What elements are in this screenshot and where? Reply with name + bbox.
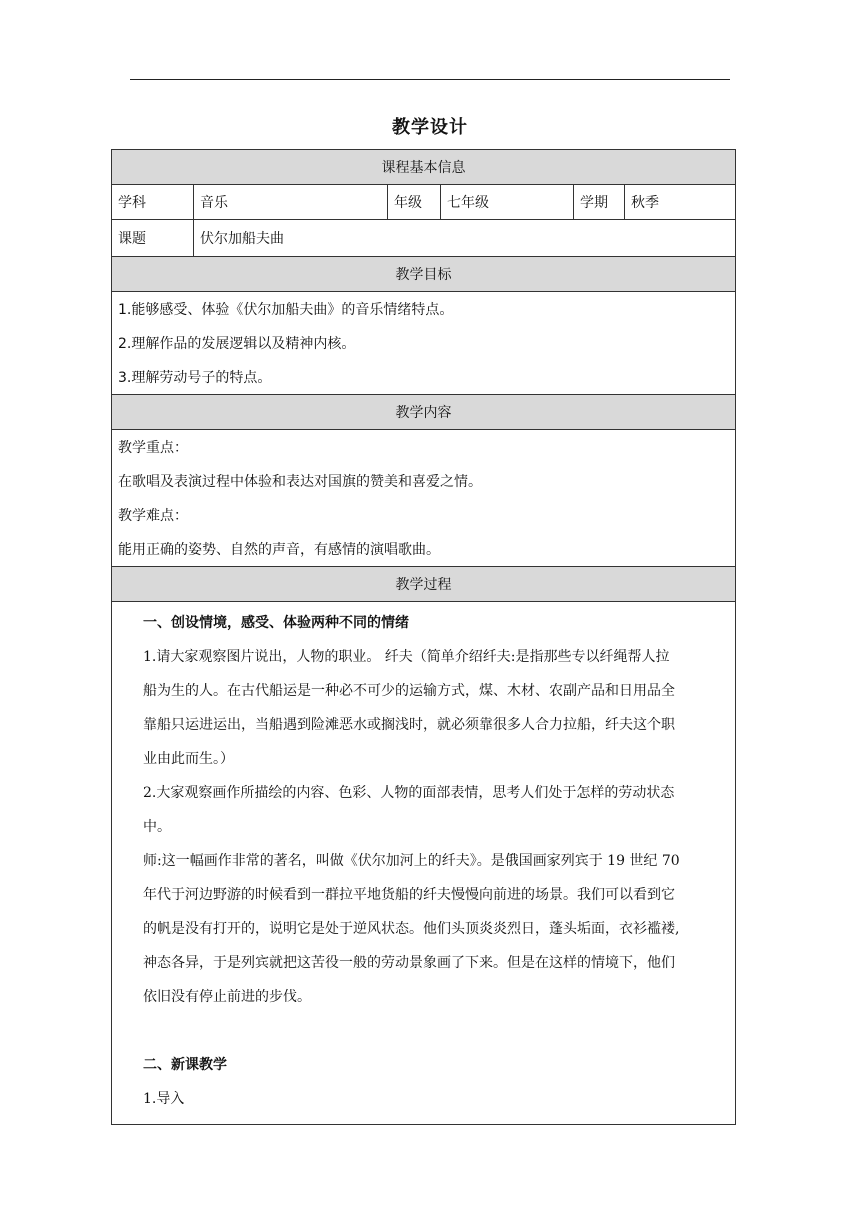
paragraph-line: 师:这一幅画作非常的著名，叫做《伏尔加河上的纤夫》。是俄国画家列宾于 19 世纪 70 <box>143 853 680 869</box>
term-label: 学期 <box>574 185 625 219</box>
term-value: 秋季 <box>631 195 659 211</box>
grade-label: 年级 <box>388 185 441 219</box>
objective-item: 3.理解劳动号子的特点。 <box>118 370 272 386</box>
paragraph-line: 中。 <box>143 819 171 835</box>
paragraph-line: 2.大家观察画作所描绘的内容、色彩、人物的面部表情，思考人们处于怎样的劳动状态 <box>143 785 675 801</box>
topic-label: 课题 <box>112 220 194 256</box>
info-row-subject <box>112 185 735 220</box>
section-heading: 一、创设情境，感受、体验两种不同的情绪 <box>143 615 409 631</box>
subject-value: 音乐 <box>194 185 388 219</box>
document-title: 教学设计 <box>392 117 468 138</box>
objective-item: 2.理解作品的发展逻辑以及精神内核。 <box>118 336 356 352</box>
spacer <box>143 1014 727 1048</box>
topic-value: 伏尔加船夫曲 <box>200 231 284 247</box>
objectives-list <box>112 292 735 395</box>
paragraph-line: 年代于河边野游的时候看到一群拉平地货船的纤夫慢慢向前进的场景。我们可以看到它 <box>143 887 675 903</box>
info-row-topic <box>112 220 735 257</box>
grade-value: 七年级 <box>441 185 574 219</box>
process-body <box>112 602 735 1124</box>
difficult-point-label: 教学难点： <box>118 508 188 524</box>
paragraph-line: 神态各异，于是列宾就把这苦役一般的劳动景象画了下来。但是在这样的情境下，他们 <box>143 955 675 971</box>
sub-item: 1.导入 <box>143 1091 185 1107</box>
paragraph-line: 依旧没有停止前进的步伐。 <box>143 989 311 1005</box>
key-point-text: 在歌唱及表演过程中体验和表达对国旗的赞美和喜爱之情。 <box>118 474 482 490</box>
objectives-header: 教学目标 <box>112 257 735 292</box>
objective-item: 1.能够感受、体验《伏尔加船夫曲》的音乐情绪特点。 <box>118 302 454 318</box>
section-heading: 二、新课教学 <box>143 1057 227 1073</box>
basic-info-header: 课程基本信息 <box>112 150 735 185</box>
subject-label: 学科 <box>112 185 194 219</box>
lesson-plan-table <box>111 149 736 1125</box>
difficult-point-text: 能用正确的姿势、自然的声音，有感情的演唱歌曲。 <box>118 542 440 558</box>
content-header: 教学内容 <box>112 395 735 430</box>
process-header: 教学过程 <box>112 567 735 602</box>
paragraph-line: 的帆是没有打开的，说明它是处于逆风状态。他们头顶炎炎烈日，蓬头垢面，衣衫褴褛, <box>143 921 680 937</box>
paragraph-line: 靠船只运进运出，当船遇到险滩恶水或搁浅时，就必须靠很多人合力拉船，纤夫这个职 <box>143 717 675 733</box>
content-body <box>112 430 735 567</box>
paragraph-line: 船为生的人。在古代船运是一种必不可少的运输方式，煤、木材、农副产品和日用品全 <box>143 683 675 699</box>
key-point-label: 教学重点： <box>118 440 188 456</box>
header-rule <box>130 79 730 80</box>
paragraph-line: 业由此而生。） <box>143 751 234 767</box>
paragraph-line: 1.请大家观察图片说出，人物的职业。 纤夫（简单介绍纤夫:是指那些专以纤绳帮人拉 <box>143 649 670 665</box>
